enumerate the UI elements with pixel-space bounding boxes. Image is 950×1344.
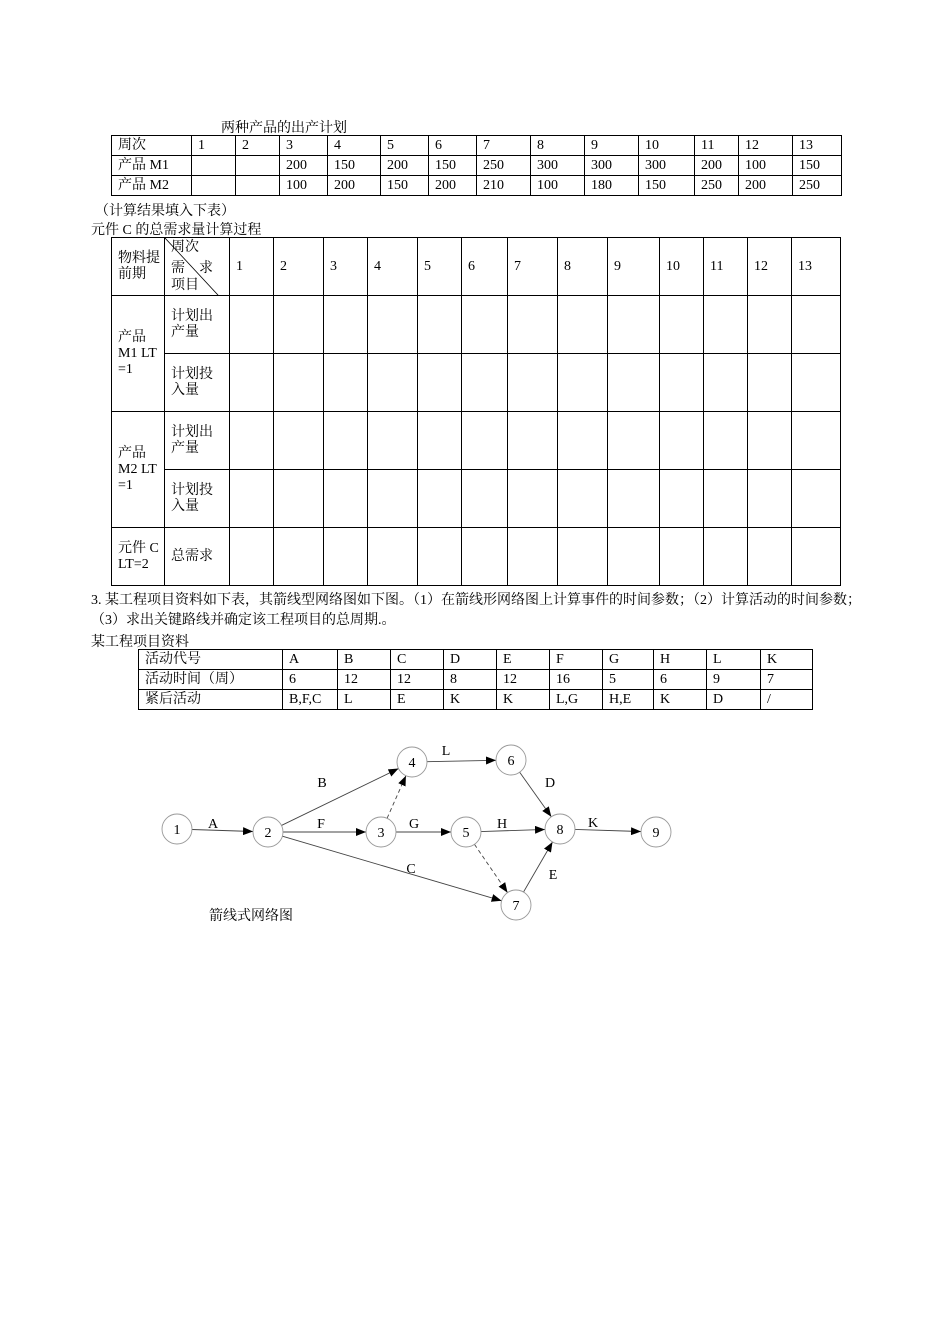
- table-cell: B,F,C: [283, 690, 338, 710]
- node-label: 1: [173, 823, 181, 838]
- calc-title: 元件 C 的总需求量计算过程: [91, 223, 262, 238]
- item-label-cell: 计划出产量: [165, 412, 230, 470]
- table-cell: 250: [793, 176, 842, 196]
- table-cell: 100: [531, 176, 585, 196]
- table-cell: 200: [429, 176, 477, 196]
- header-cell: 4: [328, 136, 381, 156]
- table-cell: 150: [793, 156, 842, 176]
- item-label-cell: 计划出产量: [165, 296, 230, 354]
- group-label-cell: 元件 C LT=2: [112, 528, 165, 586]
- edge-4-6: [427, 760, 496, 761]
- week-header-cell: 6: [462, 238, 508, 296]
- table-cell: 产品 M2: [112, 176, 192, 196]
- table-cell: 5: [603, 670, 654, 690]
- table-cell: 250: [477, 156, 531, 176]
- table-cell: L: [338, 690, 391, 710]
- table-cell: 12: [338, 670, 391, 690]
- table-cell: 紧后活动: [139, 690, 283, 710]
- table-cell: 300: [639, 156, 695, 176]
- table-cell: 150: [328, 156, 381, 176]
- week-header-cell: 7: [508, 238, 558, 296]
- table-cell: D: [444, 650, 497, 670]
- table-cell: 180: [585, 176, 639, 196]
- network-caption: 箭线式网络图: [209, 909, 293, 924]
- node-label: 4: [408, 756, 416, 771]
- calc-note: （计算结果填入下表）: [95, 204, 235, 219]
- item-label-cell: 计划投入量: [165, 470, 230, 528]
- edge-label: L: [441, 744, 451, 759]
- edge-8-9: [575, 829, 641, 831]
- header-cell: 13: [793, 136, 842, 156]
- table-cell: /: [761, 690, 813, 710]
- table-cell: 12: [391, 670, 444, 690]
- corner-demand-label: 需 求项目: [171, 261, 213, 293]
- week-header-cell: 10: [660, 238, 704, 296]
- table-cell: 300: [531, 156, 585, 176]
- table-cell: E: [391, 690, 444, 710]
- node-label: 8: [556, 823, 564, 838]
- edge-label: H: [496, 817, 508, 832]
- corner-material-leadtime: 物料提前期: [112, 238, 165, 296]
- table-cell: 200: [381, 156, 429, 176]
- week-header-cell: 2: [274, 238, 324, 296]
- node-label: 5: [462, 826, 470, 841]
- header-cell: 6: [429, 136, 477, 156]
- edge-7-8: [524, 842, 553, 892]
- header-cell: 10: [639, 136, 695, 156]
- edge-label: D: [544, 776, 556, 791]
- table-cell: 100: [280, 176, 328, 196]
- table-cell: A: [283, 650, 338, 670]
- item-label-cell: 计划投入量: [165, 354, 230, 412]
- table-cell: B: [338, 650, 391, 670]
- node-label: 7: [512, 899, 520, 914]
- table-cell: H,E: [603, 690, 654, 710]
- table-cell: 7: [761, 670, 813, 690]
- edge-label: F: [317, 817, 325, 832]
- week-header-cell: 12: [748, 238, 792, 296]
- header-cell: 周次: [112, 136, 192, 156]
- table-cell: 210: [477, 176, 531, 196]
- table-cell: 150: [639, 176, 695, 196]
- table-cell: 6: [654, 670, 707, 690]
- edge-1-2: [192, 829, 253, 831]
- week-header-cell: 11: [704, 238, 748, 296]
- corner-week-label: 周次: [171, 240, 199, 255]
- table-cell: K: [654, 690, 707, 710]
- node-label: 2: [264, 826, 272, 841]
- table-cell: G: [603, 650, 654, 670]
- header-cell: 12: [739, 136, 793, 156]
- group-label-cell: 产品 M1 LT=1: [112, 296, 165, 412]
- week-header-cell: 3: [324, 238, 368, 296]
- table-cell: 200: [280, 156, 328, 176]
- edge-label: B: [317, 776, 327, 791]
- header-cell: 2: [236, 136, 280, 156]
- table-cell: 200: [739, 176, 793, 196]
- header-cell: 5: [381, 136, 429, 156]
- table-cell: L: [707, 650, 761, 670]
- week-header-cell: 13: [792, 238, 841, 296]
- table-cell: H: [654, 650, 707, 670]
- edge-label: C: [406, 862, 416, 877]
- table-cell: 300: [585, 156, 639, 176]
- node-label: 3: [377, 826, 385, 841]
- header-cell: 8: [531, 136, 585, 156]
- edge-5-8: [481, 829, 545, 831]
- table-cell: 活动时间（周）: [139, 670, 283, 690]
- header-cell: 3: [280, 136, 328, 156]
- node-label: 9: [652, 826, 660, 841]
- week-header-cell: 9: [608, 238, 660, 296]
- table-cell: L,G: [550, 690, 603, 710]
- table-cell: 9: [707, 670, 761, 690]
- edge-label: A: [207, 817, 219, 832]
- week-header-cell: 1: [230, 238, 274, 296]
- table-cell: 6: [283, 670, 338, 690]
- week-header-cell: 8: [558, 238, 608, 296]
- table-cell: 12: [497, 670, 550, 690]
- question-text: 3. 某工程项目资料如下表，其箭线型网络图如下图。（1）在箭线形网络图上计算事件的时间参数；（2）计算活动的时间参数；（3）求出关键路线并确定该工程项目的总周期.。: [91, 593, 861, 628]
- project-title: 某工程项目资料: [91, 635, 189, 650]
- edge-label: G: [408, 817, 420, 832]
- header-cell: 11: [695, 136, 739, 156]
- plan-title: 两种产品的出产计划: [221, 121, 347, 136]
- edge-3-4: [387, 776, 406, 819]
- table-cell: D: [707, 690, 761, 710]
- table-cell: K: [444, 690, 497, 710]
- table-cell: K: [497, 690, 550, 710]
- edge-label: E: [548, 868, 558, 883]
- edge-5-7: [474, 844, 507, 892]
- table-cell: 活动代号: [139, 650, 283, 670]
- table-cell: 250: [695, 176, 739, 196]
- table-cell: K: [761, 650, 813, 670]
- table-cell: 产品 M1: [112, 156, 192, 176]
- table-cell: E: [497, 650, 550, 670]
- header-cell: 7: [477, 136, 531, 156]
- week-header-cell: 4: [368, 238, 418, 296]
- header-cell: 1: [192, 136, 236, 156]
- item-label-cell: 总需求: [165, 528, 230, 586]
- table-cell: 200: [328, 176, 381, 196]
- edge-label: K: [587, 816, 599, 831]
- node-label: 6: [507, 754, 515, 769]
- group-label-cell: 产品 M2 LT=1: [112, 412, 165, 528]
- table-cell: 150: [381, 176, 429, 196]
- table-cell: 16: [550, 670, 603, 690]
- table-cell: 8: [444, 670, 497, 690]
- table-cell: F: [550, 650, 603, 670]
- table-cell: C: [391, 650, 444, 670]
- week-header-cell: 5: [418, 238, 462, 296]
- table-cell: 200: [695, 156, 739, 176]
- table-cell: 150: [429, 156, 477, 176]
- header-cell: 9: [585, 136, 639, 156]
- table-cell: 100: [739, 156, 793, 176]
